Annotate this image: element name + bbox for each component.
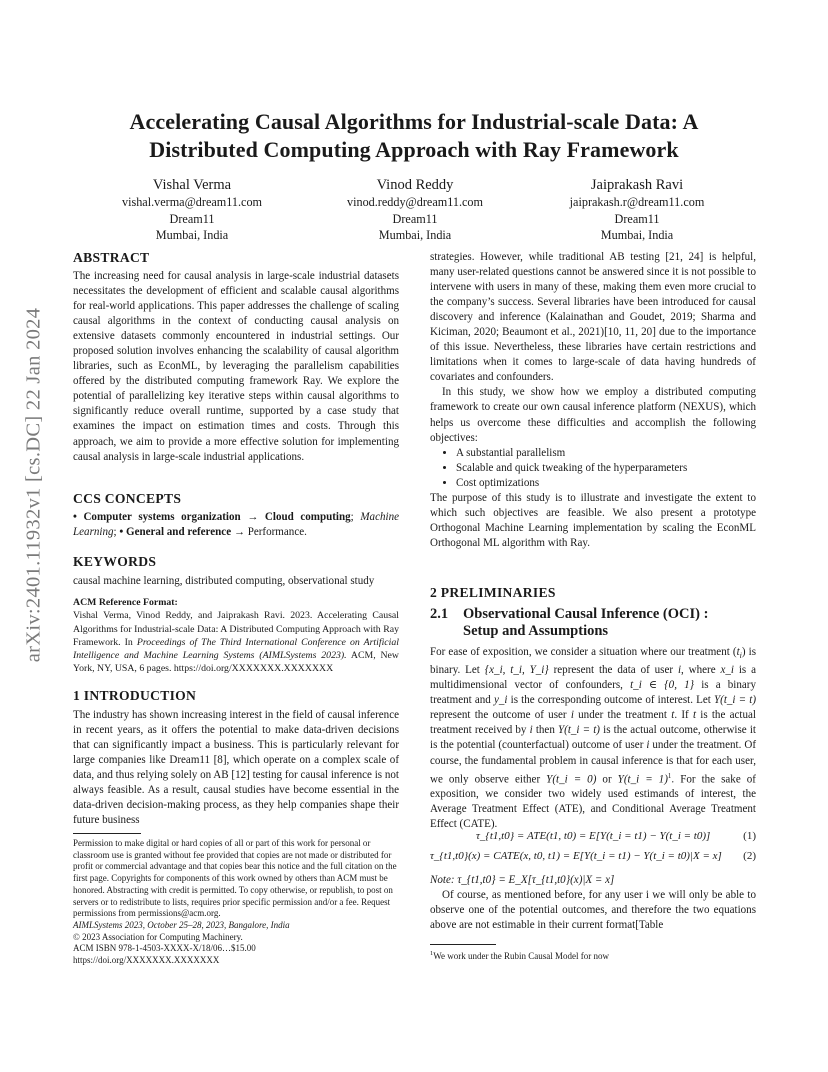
author-location: Mumbai, India [600,228,674,242]
note-label: Note: [430,874,455,886]
objectives-list [430,446,756,491]
intro-continued [430,250,756,551]
author-block-1 [92,176,292,244]
keywords-text: causal machine learning, distributed computing, observational study [73,575,375,587]
author-email: vinod.reddy@dream11.com [347,195,483,209]
author-block-2 [315,176,515,244]
intro-paragraph: In this study, we show how we employ a distributed computing framework to create our own causal inference platform (NEXUS), which helps us overcome these difficulties and accomplish the following objectives: [430,386,756,444]
equation-2 [430,850,756,866]
introduction-text [73,708,399,828]
subsection-number: 2.1 [430,606,449,622]
author-org: Dream11 [614,211,660,226]
intro-paragraph: The purpose of this study is to illustrate and investigate the extent to which such objectives are feasible. We also present a prototype Orthogonal Machine Learning implementation by scaling the EconML Orthogonal ML algorithm with Ray. [430,491,756,549]
permission-block [73,838,399,967]
preliminaries-heading: 2 PRELIMINARIES [430,585,556,600]
list-item: • Scalable and quick tweaking of the hyperparameters [456,461,756,476]
acm-reference-heading: ACM Reference Format: [73,597,178,608]
author-location: Mumbai, India [155,228,229,242]
ccs-category: • General and reference [119,526,232,539]
equation-number: (1) [743,830,756,842]
permission-text: Permission to make digital or hard copies of all or part of this work for personal or classroom use is granted without fee provided that copies are not made or distributed for profit or commercial advantage and that copies bear this notice and the full citation on the first page. Copyrights for components of this work owned by others than ACM must be honored. Abstracting with credit is permitted. To copy otherwise, or republish, to post on servers or to redistribute to lists, requires prior specific permission and/or a fee. Request permissions from permissions@acm.org. [73,838,397,919]
introduction-paragraph: The industry has shown increasing interest in the field of causal inference in recent years, as it offers the potential to make data-driven decisions that can significantly impact a business. This is particularly relevant for large companies like Dream11 [8], which operate on a complex scale of data, and thus relying solely on AB [12] testing for causal inference is not always feasible. As a result, causal studies have become essential in the data-driven decision-making process, as they help companies shape their future business [73,709,399,827]
author-org: Dream11 [169,211,215,226]
abstract-heading: ABSTRACT [73,250,150,265]
author-email: jaiprakash.r@dream11.com [569,195,705,209]
arxiv-stamp [14,290,54,680]
note-equation: τ_{t1,t0} = E_X[τ_{t1,t0}(x)|X = x] [457,874,615,886]
author-location: Mumbai, India [378,228,452,242]
copyright: © 2023 Association for Computing Machinery. [73,931,243,942]
conference-info: AIMLSystems 2023, October 25–28, 2023, Bangalore, India [73,919,290,930]
subsection-title: Observational Causal Inference (OCI) : [463,606,709,622]
intro-paragraph: strategies. However, while traditional AB testing [21, 24] is helpful, many user-related questions cannot be answered since it is not possible to intervene with users in many of these, making them even more crucial to the company’s success. Several libraries have been introduced for causal discovery and inference (Kalainathan and Goudet, 2019; Sharma and Kiciman, 2020; Beaumont et al., 2021)[10, 11, 20] due to the importance of this issue. Nevertheless, these libraries have certain restrictions and limitations when it comes to large-scale of data having hundreds of covariates and confounders. [430,251,756,384]
acm-reference-authors: Vishal Verma, Vinod Reddy, and Jaiprakash Ravi. 2023. Accelerating Causal Algorithms for Industrial-scale Data: A Distributed Computing Approach with Ray Framework. In [73,610,399,648]
abstract-paragraph: The increasing need for causal analysis in large-scale industrial datasets necessitates the development of efficient and scalable causal algorithms for real-world applications. This paper addresses the challenge of scaling causal algorithms in the context of conducting causal analysis on extensive datasets commonly encountered in industrial settings. Our proposed solution involves enhancing the scalability of causal algorithm libraries, such as EconML, by leveraging the parallelism capabilities offered by the distributed computing framework Ray. We explore the potential of parallelizing key iterative steps within causal algorithms to significantly reduce overall runtime, supported by a case study that examines the impact on estimation times and costs. Through this approach, we aim to provide a more effective solution for implementing causal analysis in large-scale industrial applications. [73,270,399,463]
acm-reference-proceedings: Proceedings of The Third International Conference on Artificial Intelligence and Machine Learning Systems (AIMLSystems 2023). [73,636,399,662]
abstract-text [73,269,399,465]
ccs-heading: CCS CONCEPTS [73,491,182,506]
title-line-1: Accelerating Causal Algorithms for Industrial-scale Data: A [129,109,699,134]
title-line-2: Distributed Computing Approach with Ray Framework [149,137,679,162]
ccs-concept: Machine Learning [73,511,399,539]
ccs-arrow: → [247,511,259,523]
ccs-concept: Performance. [247,526,307,539]
footnote [430,948,756,962]
equation-body: τ_{t1,t0}(x) = CATE(x, t0, t1) = E[Y(t_i = t1) − Y(t_i = t0)|X = x] [430,850,722,862]
ccs-concept: Cloud computing [264,511,351,523]
introduction-heading: 1 INTRODUCTION [73,688,197,703]
footnote-text: We work under the Rubin Causal Model for now [433,951,609,961]
author-name: Vishal Verma [152,177,232,193]
arxiv-id: arXiv:2401.11932v1 [cs.DC] 22 Jan 2024 [22,307,45,663]
permission-divider [73,833,141,834]
equation-note [430,873,756,888]
equation-number: (2) [743,850,756,862]
isbn: ACM ISBN 978-1-4503-XXXX-X/18/06…$15.00 [73,943,256,954]
subsection-title: Setup and Assumptions [463,623,609,639]
closing-text [430,888,756,933]
acm-reference [73,596,399,676]
equation-body: τ_{t1,t0} = ATE(t1, t0) = E[Y(t_i = t1) − Y(t_i = t0)] [476,830,711,842]
paper-title [90,108,738,164]
author-block-3 [537,176,737,244]
author-name: Vinod Reddy [376,177,454,193]
footnote-mark: 1 [430,950,434,957]
footnote-divider [430,944,496,945]
keywords-heading: KEYWORDS [73,554,157,569]
ccs-arrow: → [233,526,245,539]
author-org: Dream11 [392,211,438,226]
oci-paragraph: For ease of exposition, we consider a situation where our treatment $(t_i)$ is binary. Let {x_i, t_i, Y_i} represent the data of user i, where x_i is a multidimensional vector of confounders, t_i ∈ {0, 1} is a binary treatment and y_i is the corresponding outcome of interest. Let Y(t_i = t) represent the outcome of user i under the treatment t. If t is the actual treatment received by i then Y(t_i = t) is the actual outcome, otherwise it is the potential (counterfactual) outcome of user i under the treatment. Of course, the fundamental problem in causal inference is that for each user, we only observe either Y(t_i = 0) or Y(t_i = 1)$^1$. For the sake of exposition, we consider two widely used estimands of interest, the Average Treatment Effect (ATE), and Conditional Average Treatment Effect (CATE). [430,646,757,831]
author-email: vishal.verma@dream11.com [121,195,263,209]
ccs-concepts: • Computer systems organization → Cloud computing; Machine Learning; • General and reference → Performance. [73,511,399,539]
subsection-heading [430,606,756,640]
list-item: • Cost optimizations [456,476,756,491]
author-name: Jaiprakash Ravi [590,177,684,193]
closing-paragraph: Of course, as mentioned before, for any user i we will only be able to observe one of the potential outcomes, and therefore the two equations above are not estimable in their current format[Table [430,889,756,932]
acm-reference-doi: ACM, New York, NY, USA, 6 pages. https://doi.org/XXXXXXX.XXXXXXX [73,650,399,675]
oci-text [430,645,756,832]
list-item: • A substantial parallelism [456,446,756,461]
ccs-category: • Computer systems organization [73,511,241,523]
equation-1 [430,830,756,846]
doi-link: https://doi.org/XXXXXXX.XXXXXXX [73,955,220,966]
